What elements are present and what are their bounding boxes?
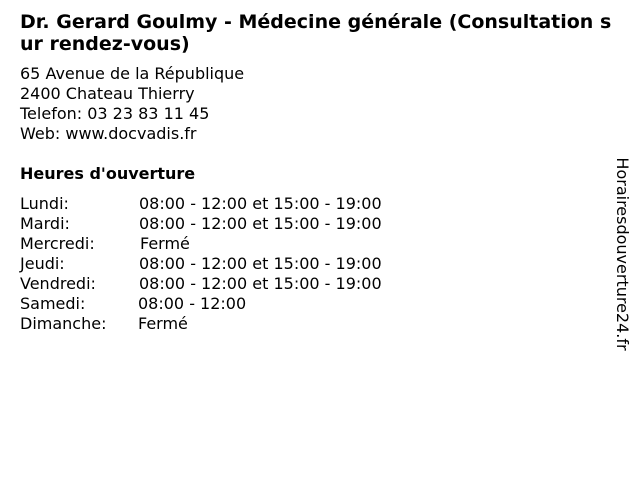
day-label: Samedi: bbox=[20, 294, 86, 313]
time-value: 08:00 - 12:00 et 15:00 - 19:00 bbox=[139, 254, 382, 273]
day-label: Lundi: bbox=[20, 194, 69, 213]
address-block bbox=[20, 64, 244, 144]
time-value: 08:00 - 12:00 et 15:00 - 19:00 bbox=[139, 214, 382, 233]
website: Web: www.docvadis.fr bbox=[20, 124, 197, 143]
brand-watermark bbox=[602, 134, 640, 374]
city-address: 2400 Chateau Thierry bbox=[20, 84, 195, 103]
day-label: Vendredi: bbox=[20, 274, 96, 293]
time-value: 08:00 - 12:00 bbox=[138, 294, 247, 313]
brand-text: Horairesdouverture24.fr bbox=[613, 157, 632, 351]
street-address: 65 Avenue de la République bbox=[20, 64, 245, 83]
day-label: Jeudi: bbox=[20, 254, 65, 273]
time-value: 08:00 - 12:00 et 15:00 - 19:00 bbox=[139, 274, 382, 293]
day-label: Mercredi: bbox=[20, 234, 95, 253]
time-value: Fermé bbox=[138, 314, 188, 333]
time-value: Fermé bbox=[140, 234, 190, 253]
opening-hours-heading: Heures d'ouverture bbox=[20, 164, 196, 183]
phone-number: Telefon: 03 23 83 11 45 bbox=[20, 104, 210, 123]
page-title: Dr. Gerard Goulmy - Médecine générale (Consultation sur rendez-vous) bbox=[20, 11, 612, 55]
day-label: Mardi: bbox=[20, 214, 70, 233]
time-value: 08:00 - 12:00 et 15:00 - 19:00 bbox=[139, 194, 382, 213]
day-label: Dimanche: bbox=[20, 314, 107, 333]
